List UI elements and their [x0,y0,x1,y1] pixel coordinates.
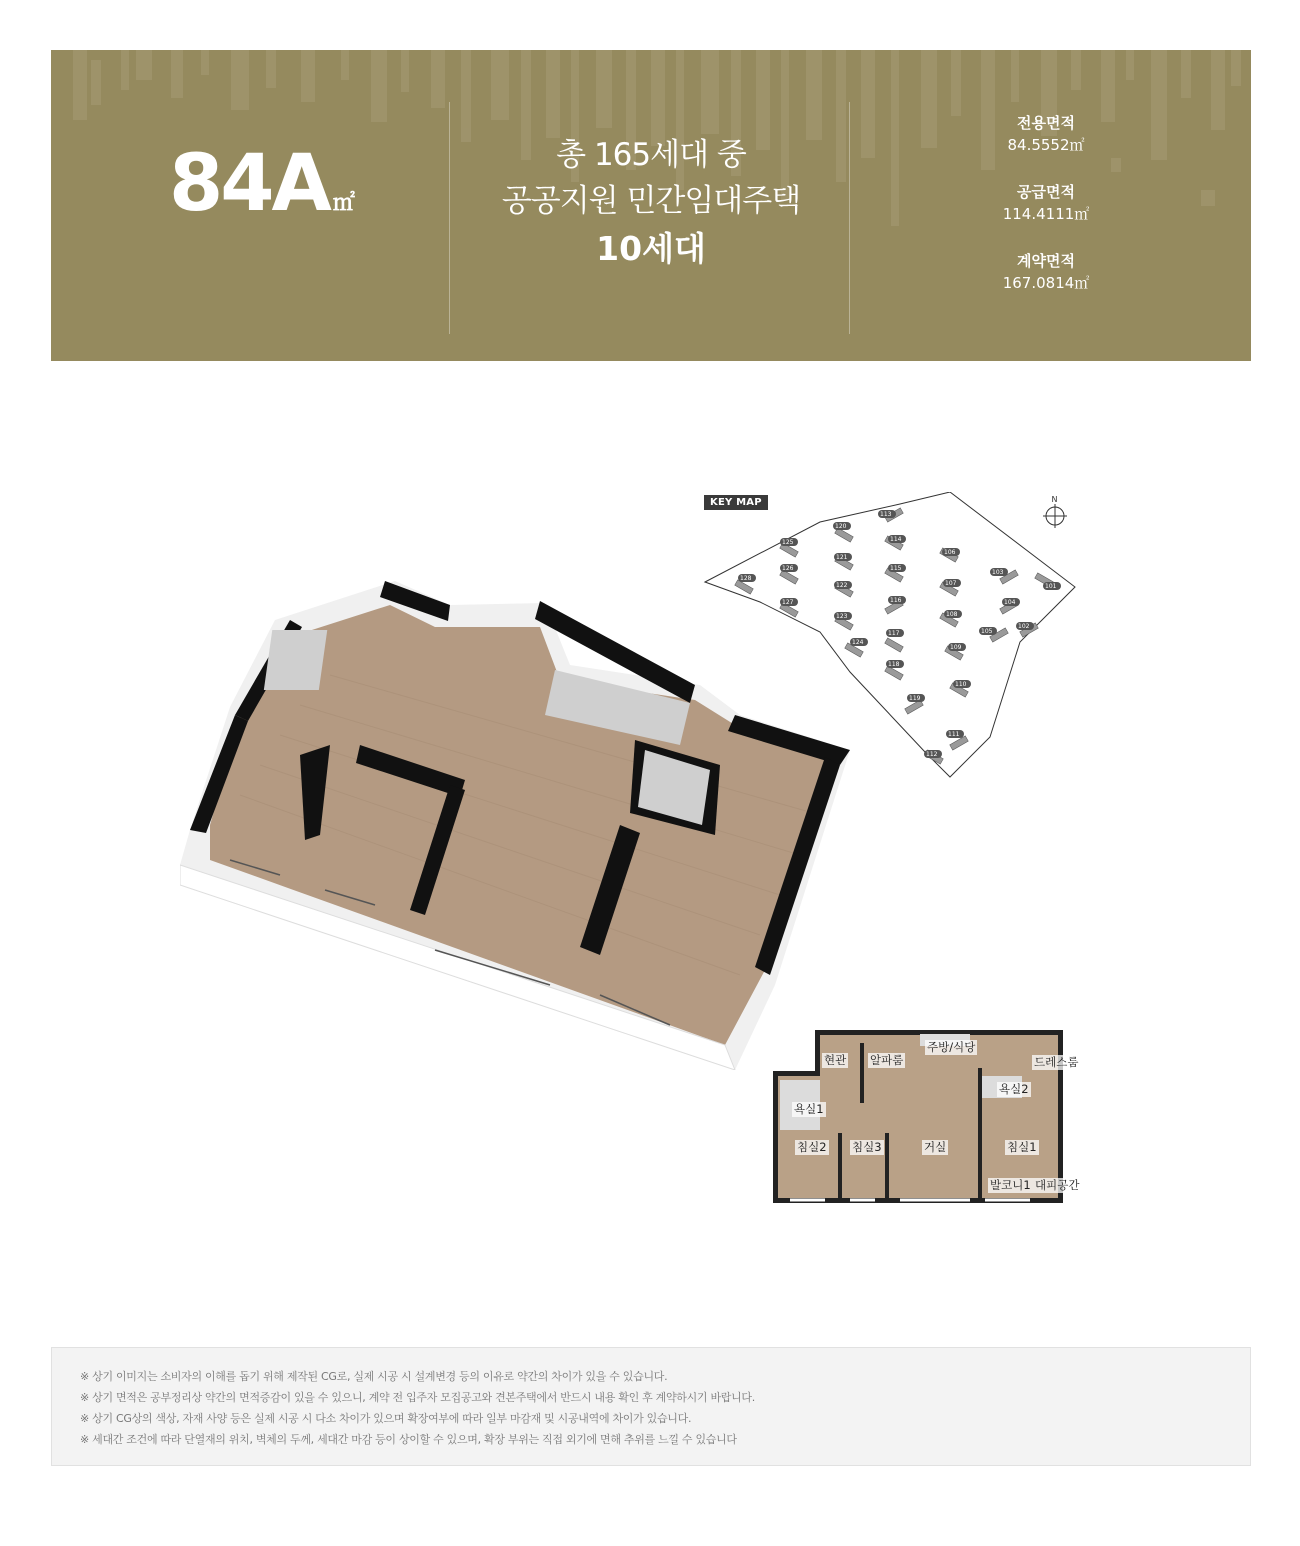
area-list [946,112,1146,319]
summary-line-1: 총 165세대 중 [556,137,746,173]
key-map-label: 112 [926,751,938,758]
key-map-title: KEY MAP [704,495,768,510]
key-map-label: 125 [782,539,794,546]
key-map-label: 103 [992,569,1004,576]
key-map-label: 108 [946,611,958,618]
room-label-bedroom3: 침실3 [852,1140,882,1154]
key-map-label: 106 [944,549,956,556]
room-label-bathroom1: 욕실1 [794,1102,824,1116]
room-label-bedroom2: 침실2 [797,1140,827,1154]
key-map [700,492,1080,787]
room-label-bathroom2: 욕실2 [999,1082,1029,1096]
key-map-label: 119 [909,695,921,702]
key-map-label: 122 [836,582,848,589]
note-item: ※ 상기 면적은 공부정리상 약간의 면적증감이 있을 수 있으니, 계약 전 입주자 모집공고와 견본주택에서 반드시 내용 확인 후 계약하시기 바랍니다. [80,1391,755,1404]
room-label-entrance: 현관 [824,1053,847,1067]
area-label: 공급면적 [1017,183,1075,201]
key-map-label: 104 [1004,599,1016,606]
area-label: 계약면적 [1017,252,1075,270]
key-map-label: 114 [890,536,902,543]
key-map-label: 127 [782,599,794,606]
room-label-kitchen-dining: 주방/식당 [927,1040,976,1054]
banner-divider-left [449,102,450,334]
key-map-label: 107 [945,580,957,587]
disclaimer-notes [51,1347,1251,1466]
key-map-label: 111 [948,731,960,738]
unit-type-title [169,139,355,229]
room-label-dressroom: 드레스룸 [1034,1055,1079,1069]
key-map-label: 120 [835,523,847,530]
area-item-contract [946,250,1146,294]
floor-plan-2d [770,1018,1080,1208]
key-map-site-plan [700,492,1080,787]
summary-line-2: 공공지원 민간임대주택 [501,183,801,219]
key-map-label: 102 [1018,623,1030,630]
area-value: 114.4111㎡ [1002,205,1090,223]
key-map-label: 121 [836,554,848,561]
key-map-label: 117 [888,630,900,637]
key-map-label: 118 [888,661,900,668]
unit-type-value: 84A [169,139,329,229]
summary-line-3: 10세대 [596,229,706,268]
room-label-living-room: 거실 [924,1140,947,1154]
north-arrow-icon [1043,495,1067,528]
key-map-label: 126 [782,565,794,572]
area-item-supply [946,181,1146,225]
key-map-label: 105 [981,628,993,635]
key-map-label: 124 [852,639,864,646]
key-map-label: 116 [890,597,902,604]
key-map-label: 101 [1045,583,1057,590]
north-label: N [1051,495,1058,504]
room-label-alpha-room: 알파룸 [870,1053,904,1067]
key-map-label: 109 [950,644,962,651]
area-value: 84.5552㎡ [1007,136,1085,154]
unit-info-banner [51,50,1251,361]
key-map-label: 123 [836,613,848,620]
room-label-refuge-space: 대피공간 [1035,1178,1080,1192]
household-summary [451,132,851,274]
key-map-label: 128 [740,575,752,582]
room-label-balcony1: 발코니1 [990,1178,1031,1192]
room-label-bedroom1: 침실1 [1007,1140,1037,1154]
key-map-label: 115 [890,565,902,572]
area-value: 167.0814㎡ [1002,274,1090,292]
unit-type-suffix: ㎡ [332,191,355,216]
note-item: ※ 상기 이미지는 소비자의 이해를 돕기 위해 제작된 CG로, 실제 시공 시 설계변경 등의 이유로 약간의 차이가 있을 수 있습니다. [80,1370,668,1383]
area-item-exclusive [946,112,1146,156]
note-item: ※ 상기 CG상의 색상, 자재 사양 등은 실제 시공 시 다소 차이가 있으며 확장여부에 따라 일부 마감재 및 시공내역에 차이가 있습니다. [80,1412,692,1425]
key-map-label: 110 [955,681,967,688]
note-item: ※ 세대간 조건에 따라 단열재의 위치, 벽체의 두께, 세대간 마감 등이 상이할 수 있으며, 확장 부위는 직접 외기에 면해 추위를 느낄 수 있습니다 [80,1433,737,1446]
area-label: 전용면적 [1017,114,1075,132]
key-map-label: 113 [880,511,892,518]
